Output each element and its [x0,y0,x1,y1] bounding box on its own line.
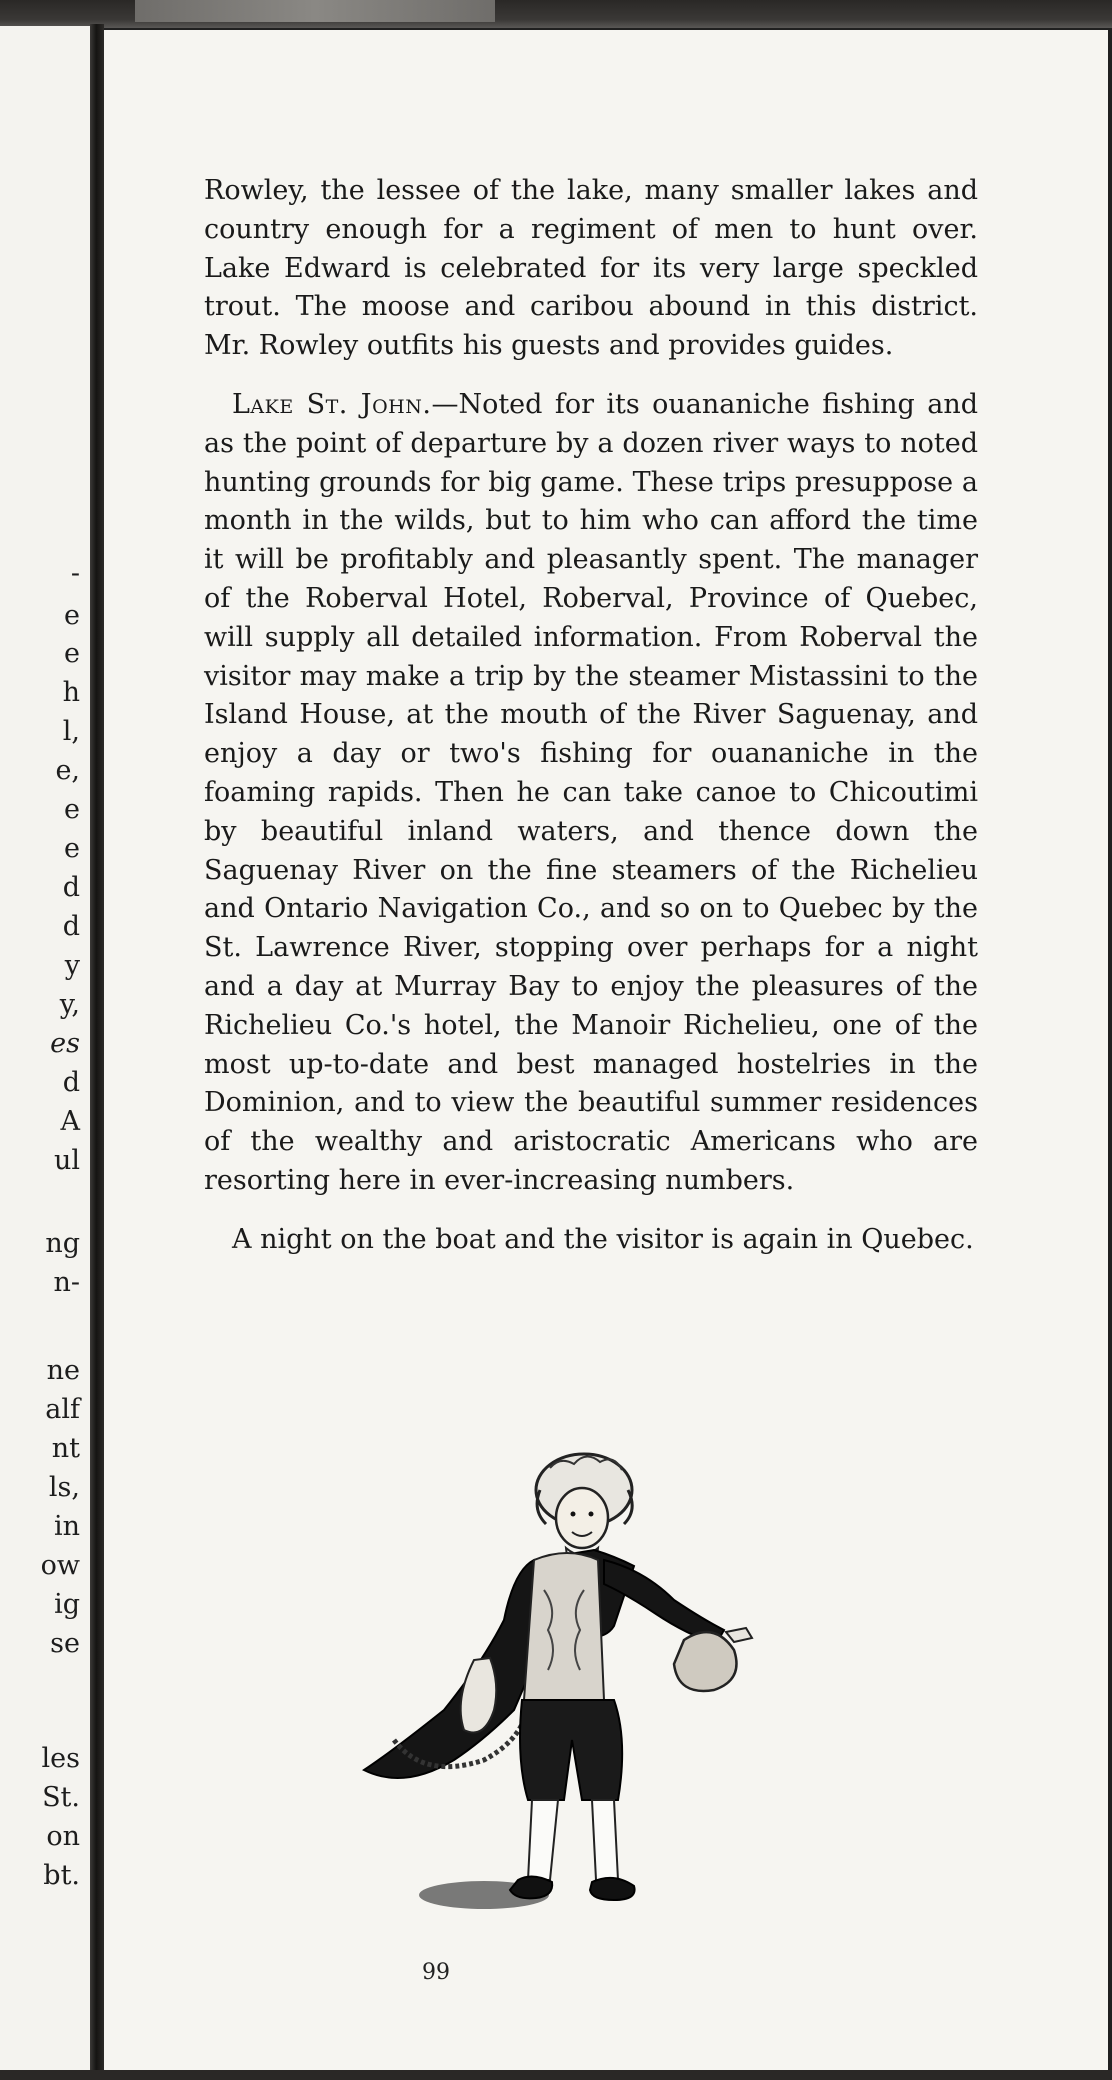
page-number: 99 [422,1960,450,1985]
previous-page-line-fragment: in [53,1511,80,1542]
previous-page-line-fragment: se [50,1628,80,1659]
previous-page-line-fragment: les [41,1743,80,1774]
paragraph-night-on-boat: A night on the boat and the visitor is again in Quebec. [232,1223,974,1255]
previous-page-line-fragment: bt. [43,1860,80,1891]
previous-page-line-fragment: e [64,600,80,631]
scanner-light-band [135,0,495,22]
scanner-top-edge [0,0,1112,28]
previous-page-line-fragment: d [62,911,80,942]
previous-page-line-fragment: d [62,1067,80,1098]
previous-page-line-fragment: d [62,872,80,903]
previous-page-line-fragment: ne [46,1355,80,1386]
paragraph-lake-st-john [204,386,978,1201]
previous-page-line-fragment: nt [51,1433,80,1464]
previous-page-line-fragment: y, [59,989,80,1020]
previous-page-line-fragment: on [46,1821,80,1852]
previous-page-line-fragment: St. [42,1782,80,1813]
previous-page-fragment [0,26,90,2076]
book-page [104,30,1108,2070]
paragraph-rowley: Rowley, the lessee of the lake, many smaller lakes and country enough for a regiment of men to hunt over. Lake Edward is celebrated for its very large speckled trout. The moose and caribou abound in this district. Mr. Rowley outfits his guests and provides guides. [204,175,978,362]
previous-page-line-fragment: ul [53,1145,80,1176]
previous-page-line-fragment: h [62,677,80,708]
page-body-text [204,172,978,1280]
previous-page-line-fragment: e [64,638,80,669]
book-gutter [90,24,104,2080]
previous-page-line-fragment: e, [55,755,80,786]
paragraph-lake-st-john-body: —Noted for its ouananiche fishing and as the point of departure by a dozen river ways to noted hunting grounds for big game. These trips presuppose a month in the wilds, but to him who can afford the time it will be profitably and pleasantly spent. The manager of the Roberval Hotel, Roberval, Province of Quebec, will supply all detailed information. From Roberval the visitor may make a trip by the steamer Mistassini to the Island House, at the mouth of the River Saguenay, and enjoy a day or two's fishing for ouananiche in the foaming rapids. Then he can take canoe to Chicoutimi by beautiful inland waters, and thence down the Saguenay River on the fine steamers of the Richelieu and Ontario Navigation Co., and so on to Quebec by the St. Lawrence River, stopping over perhaps for a night and a day at Murray Bay to enjoy the pleasures of the Richelieu Co.'s hotel, the Manoir Richelieu, one of the most up-to-date and best managed hostelries in the Dominion, and to view the beautiful summer residences of the wealthy and aristocratic Americans who are resorting here in ever-increasing numbers. [204,388,979,1196]
previous-page-line-fragment: ig [54,1589,80,1620]
previous-page-line-fragment: y [64,950,80,981]
previous-page-line-fragment: A [60,1106,80,1137]
previous-page-line-fragment: - [70,558,80,589]
previous-page-line-fragment: ls, [48,1472,80,1503]
section-heading-lake-st-john: Lake St. John. [232,388,432,420]
courtier-figure-illustration [354,1410,794,1950]
scanner-bottom-edge [0,2070,1112,2080]
previous-page-line-fragment: alf [45,1394,80,1425]
previous-page-line-fragment: ng [45,1228,80,1259]
previous-page-line-fragment: e [64,794,80,825]
previous-page-line-fragment: n- [53,1267,80,1298]
previous-page-line-fragment: e [64,833,80,864]
previous-page-line-fragment: l, [62,716,80,747]
previous-page-line-fragment: ow [40,1550,80,1581]
previous-page-line-fragment: es [50,1028,80,1059]
